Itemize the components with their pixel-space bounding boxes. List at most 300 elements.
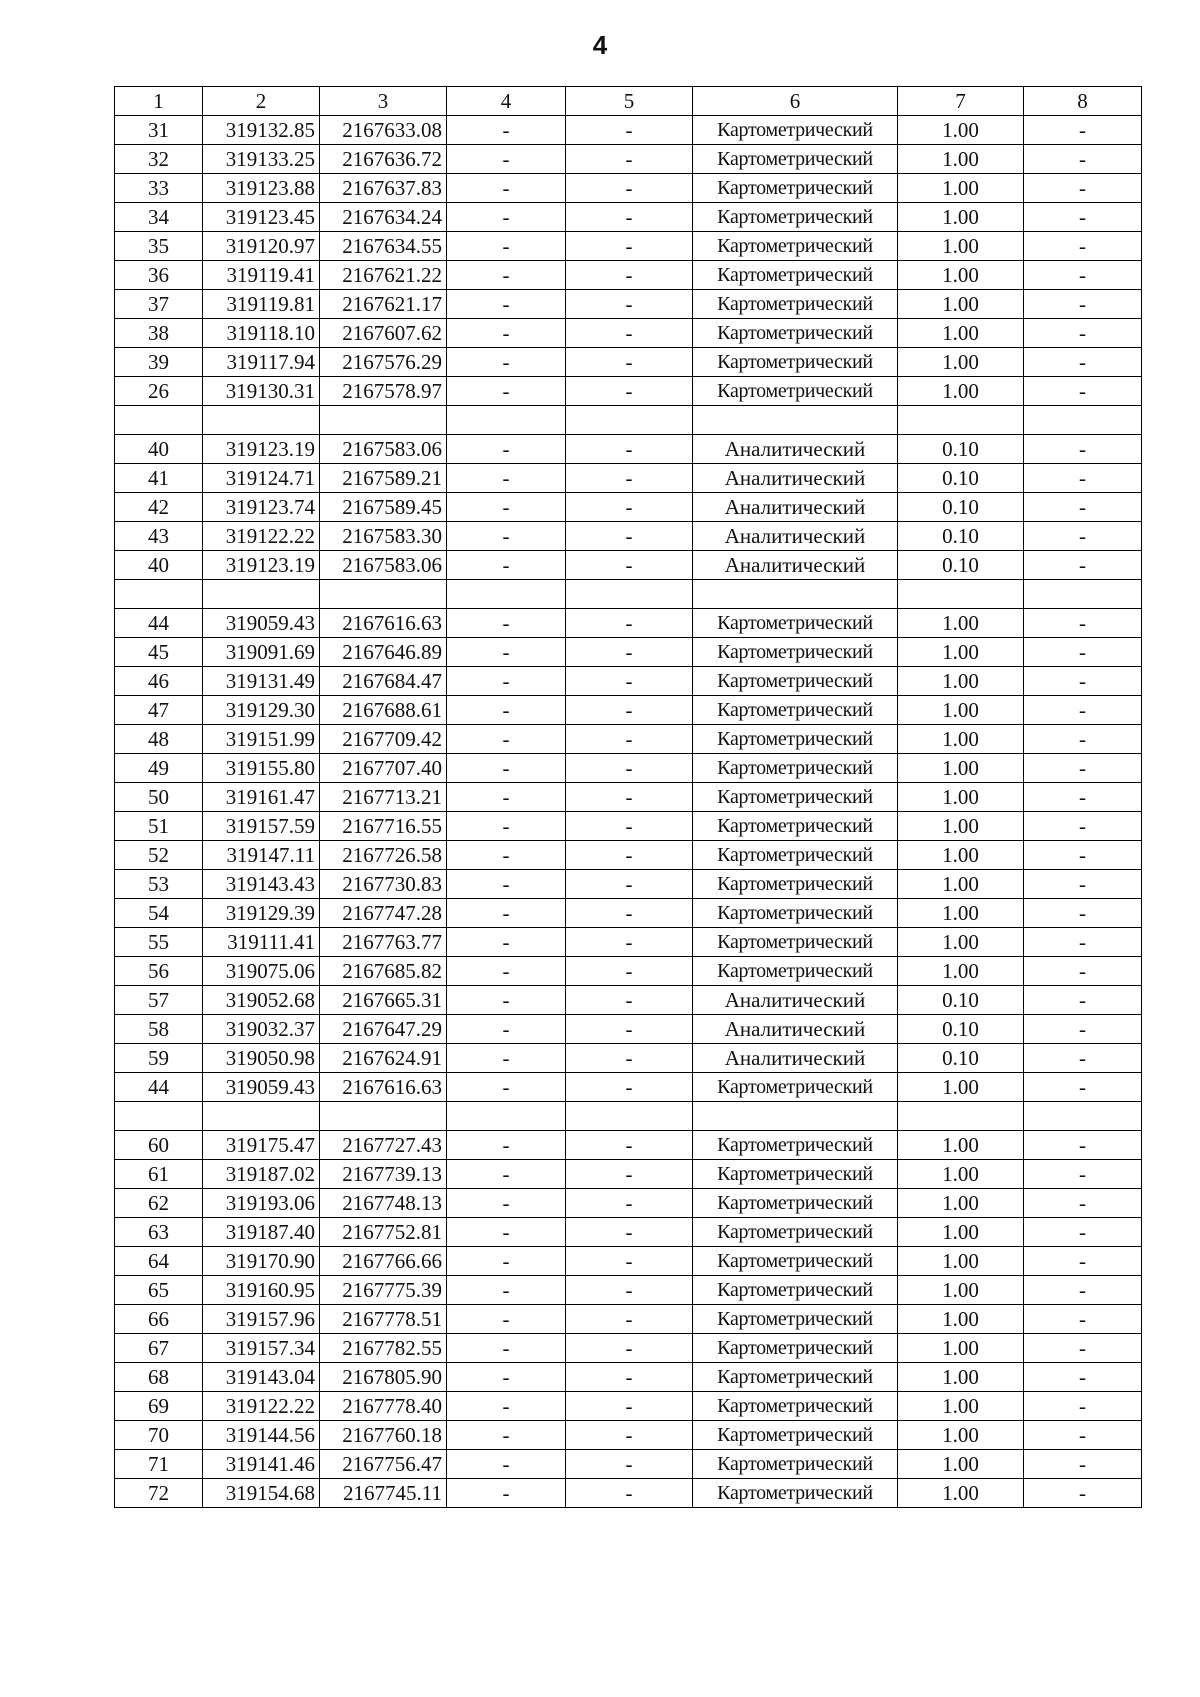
col-5-cell: - [566, 1450, 693, 1479]
col-4-cell: - [447, 1015, 566, 1044]
coord-x-cell: 319193.06 [203, 1189, 320, 1218]
table-separator-row [115, 1102, 1142, 1131]
col-8-cell: - [1024, 116, 1142, 145]
table-row [115, 1218, 1142, 1247]
table-row [115, 1334, 1142, 1363]
table-row [115, 725, 1142, 754]
header-cell: 2 [203, 87, 320, 116]
accuracy-cell: 1.00 [898, 377, 1024, 406]
point-number-cell: 44 [115, 609, 203, 638]
method-cell: Картометрический [693, 1073, 898, 1102]
col-4-cell: - [447, 841, 566, 870]
point-number-cell [115, 1102, 203, 1131]
point-number-cell: 61 [115, 1160, 203, 1189]
col-4-cell: - [447, 957, 566, 986]
col-8-cell: - [1024, 1218, 1142, 1247]
coord-y-cell [320, 406, 447, 435]
col-8-cell: - [1024, 1247, 1142, 1276]
coord-y-cell: 2167578.97 [320, 377, 447, 406]
coord-y-cell: 2167684.47 [320, 667, 447, 696]
col-5-cell: - [566, 290, 693, 319]
point-number-cell: 40 [115, 435, 203, 464]
accuracy-cell: 0.10 [898, 1044, 1024, 1073]
table-row [115, 522, 1142, 551]
point-number-cell: 39 [115, 348, 203, 377]
col-5-cell [566, 1102, 693, 1131]
accuracy-cell: 1.00 [898, 319, 1024, 348]
method-cell: Картометрический [693, 1189, 898, 1218]
coord-y-cell: 2167739.13 [320, 1160, 447, 1189]
coord-x-cell: 319123.19 [203, 435, 320, 464]
accuracy-cell: 1.00 [898, 667, 1024, 696]
col-8-cell: - [1024, 1015, 1142, 1044]
col-8-cell: - [1024, 1450, 1142, 1479]
table-row [115, 1305, 1142, 1334]
coord-y-cell: 2167756.47 [320, 1450, 447, 1479]
coord-x-cell: 319123.74 [203, 493, 320, 522]
accuracy-cell: 1.00 [898, 899, 1024, 928]
point-number-cell: 42 [115, 493, 203, 522]
coord-x-cell: 319075.06 [203, 957, 320, 986]
col-8-cell: - [1024, 261, 1142, 290]
col-8-cell: - [1024, 1479, 1142, 1508]
col-5-cell: - [566, 1334, 693, 1363]
accuracy-cell: 1.00 [898, 783, 1024, 812]
col-4-cell: - [447, 725, 566, 754]
col-5-cell: - [566, 1189, 693, 1218]
col-5-cell: - [566, 1073, 693, 1102]
col-4-cell: - [447, 1189, 566, 1218]
col-8-cell: - [1024, 841, 1142, 870]
col-5-cell: - [566, 1276, 693, 1305]
header-cell: 4 [447, 87, 566, 116]
point-number-cell: 36 [115, 261, 203, 290]
col-4-cell: - [447, 377, 566, 406]
col-4-cell: - [447, 899, 566, 928]
col-5-cell: - [566, 348, 693, 377]
coord-y-cell: 2167745.11 [320, 1479, 447, 1508]
col-8-cell: - [1024, 522, 1142, 551]
coord-x-cell [203, 580, 320, 609]
col-4-cell: - [447, 1218, 566, 1247]
accuracy-cell: 1.00 [898, 638, 1024, 667]
coord-x-cell: 319155.80 [203, 754, 320, 783]
col-5-cell: - [566, 1479, 693, 1508]
col-8-cell: - [1024, 725, 1142, 754]
point-number-cell: 38 [115, 319, 203, 348]
coord-x-cell: 319059.43 [203, 1073, 320, 1102]
accuracy-cell: 1.00 [898, 928, 1024, 957]
col-5-cell: - [566, 1015, 693, 1044]
col-5-cell: - [566, 870, 693, 899]
method-cell: Картометрический [693, 377, 898, 406]
col-4-cell: - [447, 1073, 566, 1102]
col-5-cell: - [566, 1305, 693, 1334]
accuracy-cell: 1.00 [898, 116, 1024, 145]
table-row [115, 1015, 1142, 1044]
table-row [115, 551, 1142, 580]
col-8-cell: - [1024, 754, 1142, 783]
header-cell: 3 [320, 87, 447, 116]
col-4-cell: - [447, 609, 566, 638]
method-cell: Картометрический [693, 754, 898, 783]
method-cell: Картометрический [693, 928, 898, 957]
col-4-cell: - [447, 232, 566, 261]
col-5-cell: - [566, 609, 693, 638]
coord-y-cell: 2167713.21 [320, 783, 447, 812]
col-4-cell: - [447, 290, 566, 319]
method-cell: Картометрический [693, 1450, 898, 1479]
col-4-cell: - [447, 261, 566, 290]
col-4-cell: - [447, 1392, 566, 1421]
accuracy-cell: 1.00 [898, 870, 1024, 899]
col-8-cell: - [1024, 174, 1142, 203]
col-4-cell: - [447, 1421, 566, 1450]
col-8-cell [1024, 1102, 1142, 1131]
point-number-cell: 35 [115, 232, 203, 261]
coord-x-cell [203, 406, 320, 435]
accuracy-cell: 1.00 [898, 290, 1024, 319]
method-cell: Картометрический [693, 319, 898, 348]
method-cell: Картометрический [693, 290, 898, 319]
table-row [115, 348, 1142, 377]
table-header-row [115, 87, 1142, 116]
col-8-cell: - [1024, 290, 1142, 319]
coord-y-cell: 2167730.83 [320, 870, 447, 899]
point-number-cell: 67 [115, 1334, 203, 1363]
coord-y-cell: 2167616.63 [320, 1073, 447, 1102]
col-5-cell: - [566, 725, 693, 754]
coord-x-cell: 319170.90 [203, 1247, 320, 1276]
table-row [115, 841, 1142, 870]
col-5-cell: - [566, 377, 693, 406]
table-row [115, 1363, 1142, 1392]
col-8-cell: - [1024, 1305, 1142, 1334]
col-4-cell: - [447, 754, 566, 783]
method-cell: Картометрический [693, 232, 898, 261]
col-5-cell: - [566, 696, 693, 725]
accuracy-cell: 1.00 [898, 1421, 1024, 1450]
col-5-cell: - [566, 435, 693, 464]
coord-x-cell: 319123.19 [203, 551, 320, 580]
col-4-cell [447, 1102, 566, 1131]
coord-y-cell: 2167637.83 [320, 174, 447, 203]
coord-y-cell: 2167716.55 [320, 812, 447, 841]
col-4-cell: - [447, 1334, 566, 1363]
table-row [115, 1131, 1142, 1160]
point-number-cell: 66 [115, 1305, 203, 1334]
accuracy-cell: 1.00 [898, 145, 1024, 174]
coord-x-cell: 319132.85 [203, 116, 320, 145]
method-cell: Картометрический [693, 1479, 898, 1508]
coord-x-cell: 319143.04 [203, 1363, 320, 1392]
col-8-cell: - [1024, 783, 1142, 812]
header-cell: 5 [566, 87, 693, 116]
point-number-cell: 43 [115, 522, 203, 551]
col-5-cell: - [566, 174, 693, 203]
table-row [115, 319, 1142, 348]
coord-y-cell [320, 1102, 447, 1131]
col-5-cell: - [566, 667, 693, 696]
col-5-cell: - [566, 522, 693, 551]
accuracy-cell: 1.00 [898, 1450, 1024, 1479]
point-number-cell: 33 [115, 174, 203, 203]
col-5-cell: - [566, 116, 693, 145]
table-row [115, 783, 1142, 812]
coord-x-cell: 319091.69 [203, 638, 320, 667]
col-8-cell: - [1024, 638, 1142, 667]
col-8-cell: - [1024, 609, 1142, 638]
col-4-cell: - [447, 319, 566, 348]
coord-x-cell: 319111.41 [203, 928, 320, 957]
col-5-cell [566, 406, 693, 435]
coord-x-cell: 319123.45 [203, 203, 320, 232]
col-4-cell [447, 580, 566, 609]
col-8-cell [1024, 580, 1142, 609]
point-number-cell: 57 [115, 986, 203, 1015]
accuracy-cell: 0.10 [898, 435, 1024, 464]
method-cell: Картометрический [693, 203, 898, 232]
point-number-cell: 48 [115, 725, 203, 754]
col-8-cell: - [1024, 812, 1142, 841]
coord-y-cell: 2167646.89 [320, 638, 447, 667]
coord-x-cell: 319157.96 [203, 1305, 320, 1334]
col-5-cell: - [566, 1160, 693, 1189]
col-4-cell: - [447, 464, 566, 493]
accuracy-cell: 1.00 [898, 725, 1024, 754]
point-number-cell: 40 [115, 551, 203, 580]
col-4-cell: - [447, 812, 566, 841]
point-number-cell: 54 [115, 899, 203, 928]
coord-y-cell: 2167782.55 [320, 1334, 447, 1363]
point-number-cell: 65 [115, 1276, 203, 1305]
table-row [115, 638, 1142, 667]
method-cell: Картометрический [693, 609, 898, 638]
point-number-cell: 47 [115, 696, 203, 725]
coord-x-cell: 319130.31 [203, 377, 320, 406]
table-row [115, 1392, 1142, 1421]
col-5-cell: - [566, 319, 693, 348]
accuracy-cell: 1.00 [898, 1334, 1024, 1363]
accuracy-cell: 0.10 [898, 1015, 1024, 1044]
coord-y-cell: 2167634.55 [320, 232, 447, 261]
col-8-cell: - [1024, 1363, 1142, 1392]
accuracy-cell: 1.00 [898, 1218, 1024, 1247]
coord-y-cell: 2167685.82 [320, 957, 447, 986]
accuracy-cell: 1.00 [898, 812, 1024, 841]
coord-x-cell: 319187.40 [203, 1218, 320, 1247]
coord-y-cell: 2167583.30 [320, 522, 447, 551]
col-4-cell: - [447, 1305, 566, 1334]
point-number-cell: 37 [115, 290, 203, 319]
accuracy-cell: 1.00 [898, 232, 1024, 261]
col-8-cell: - [1024, 986, 1142, 1015]
coord-y-cell: 2167707.40 [320, 754, 447, 783]
coord-y-cell: 2167633.08 [320, 116, 447, 145]
col-8-cell: - [1024, 1334, 1142, 1363]
col-8-cell: - [1024, 1421, 1142, 1450]
table-row [115, 435, 1142, 464]
col-5-cell: - [566, 261, 693, 290]
method-cell: Картометрический [693, 1218, 898, 1247]
table-row [115, 1073, 1142, 1102]
coord-y-cell: 2167621.17 [320, 290, 447, 319]
col-5-cell: - [566, 203, 693, 232]
coord-x-cell: 319122.22 [203, 522, 320, 551]
method-cell: Картометрический [693, 1305, 898, 1334]
method-cell: Аналитический [693, 1044, 898, 1073]
coord-x-cell: 319059.43 [203, 609, 320, 638]
col-4-cell: - [447, 1276, 566, 1305]
accuracy-cell: 1.00 [898, 1160, 1024, 1189]
col-8-cell: - [1024, 1276, 1142, 1305]
col-5-cell: - [566, 899, 693, 928]
method-cell: Аналитический [693, 1015, 898, 1044]
col-8-cell: - [1024, 551, 1142, 580]
method-cell: Картометрический [693, 667, 898, 696]
col-8-cell: - [1024, 1392, 1142, 1421]
accuracy-cell: 1.00 [898, 1131, 1024, 1160]
col-4-cell: - [447, 116, 566, 145]
col-5-cell: - [566, 464, 693, 493]
method-cell: Картометрический [693, 1160, 898, 1189]
table-row [115, 928, 1142, 957]
table-row [115, 1421, 1142, 1450]
accuracy-cell: 1.00 [898, 609, 1024, 638]
col-5-cell: - [566, 551, 693, 580]
col-4-cell: - [447, 1479, 566, 1508]
method-cell: Картометрический [693, 783, 898, 812]
coord-y-cell: 2167727.43 [320, 1131, 447, 1160]
accuracy-cell: 1.00 [898, 174, 1024, 203]
coord-y-cell: 2167583.06 [320, 551, 447, 580]
coord-y-cell: 2167583.06 [320, 435, 447, 464]
coord-x-cell: 319141.46 [203, 1450, 320, 1479]
point-number-cell: 70 [115, 1421, 203, 1450]
coord-x-cell: 319154.68 [203, 1479, 320, 1508]
col-5-cell: - [566, 1247, 693, 1276]
accuracy-cell [898, 406, 1024, 435]
col-5-cell: - [566, 1421, 693, 1450]
point-number-cell: 50 [115, 783, 203, 812]
coord-y-cell: 2167607.62 [320, 319, 447, 348]
table-row [115, 1479, 1142, 1508]
accuracy-cell: 1.00 [898, 1189, 1024, 1218]
col-4-cell: - [447, 1131, 566, 1160]
point-number-cell: 49 [115, 754, 203, 783]
coord-x-cell: 319120.97 [203, 232, 320, 261]
method-cell: Картометрический [693, 1131, 898, 1160]
table-row [115, 290, 1142, 319]
accuracy-cell [898, 580, 1024, 609]
method-cell: Картометрический [693, 348, 898, 377]
point-number-cell: 55 [115, 928, 203, 957]
point-number-cell: 41 [115, 464, 203, 493]
col-4-cell: - [447, 1044, 566, 1073]
point-number-cell: 69 [115, 1392, 203, 1421]
point-number-cell: 62 [115, 1189, 203, 1218]
accuracy-cell: 1.00 [898, 957, 1024, 986]
accuracy-cell: 1.00 [898, 203, 1024, 232]
col-5-cell: - [566, 754, 693, 783]
point-number-cell: 63 [115, 1218, 203, 1247]
accuracy-cell: 1.00 [898, 1073, 1024, 1102]
col-4-cell: - [447, 145, 566, 174]
table-row [115, 203, 1142, 232]
table-row [115, 957, 1142, 986]
point-number-cell: 45 [115, 638, 203, 667]
coord-y-cell: 2167748.13 [320, 1189, 447, 1218]
coord-x-cell: 319160.95 [203, 1276, 320, 1305]
coord-x-cell: 319144.56 [203, 1421, 320, 1450]
col-8-cell: - [1024, 1044, 1142, 1073]
coord-x-cell: 319147.11 [203, 841, 320, 870]
method-cell: Аналитический [693, 435, 898, 464]
accuracy-cell: 0.10 [898, 986, 1024, 1015]
table-row [115, 1276, 1142, 1305]
accuracy-cell: 1.00 [898, 1305, 1024, 1334]
col-4-cell: - [447, 667, 566, 696]
col-5-cell: - [566, 1044, 693, 1073]
col-5-cell: - [566, 783, 693, 812]
coord-x-cell: 319117.94 [203, 348, 320, 377]
accuracy-cell: 1.00 [898, 696, 1024, 725]
table-row [115, 812, 1142, 841]
col-8-cell: - [1024, 377, 1142, 406]
header-cell: 1 [115, 87, 203, 116]
coord-x-cell: 319187.02 [203, 1160, 320, 1189]
col-5-cell: - [566, 841, 693, 870]
coord-x-cell: 319032.37 [203, 1015, 320, 1044]
table-row [115, 986, 1142, 1015]
col-8-cell: - [1024, 1189, 1142, 1218]
table-row [115, 754, 1142, 783]
col-5-cell: - [566, 812, 693, 841]
point-number-cell: 51 [115, 812, 203, 841]
method-cell: Картометрический [693, 638, 898, 667]
col-4-cell: - [447, 435, 566, 464]
coord-x-cell: 319122.22 [203, 1392, 320, 1421]
col-5-cell: - [566, 986, 693, 1015]
method-cell: Картометрический [693, 1247, 898, 1276]
point-number-cell: 52 [115, 841, 203, 870]
col-4-cell: - [447, 1247, 566, 1276]
point-number-cell [115, 580, 203, 609]
col-8-cell: - [1024, 928, 1142, 957]
accuracy-cell: 0.10 [898, 551, 1024, 580]
col-4-cell: - [447, 348, 566, 377]
coord-y-cell: 2167665.31 [320, 986, 447, 1015]
point-number-cell: 64 [115, 1247, 203, 1276]
col-4-cell: - [447, 870, 566, 899]
coord-y-cell: 2167647.29 [320, 1015, 447, 1044]
accuracy-cell: 1.00 [898, 754, 1024, 783]
accuracy-cell: 1.00 [898, 261, 1024, 290]
point-number-cell [115, 406, 203, 435]
point-number-cell: 72 [115, 1479, 203, 1508]
header-cell: 8 [1024, 87, 1142, 116]
table-row [115, 1044, 1142, 1073]
table-row [115, 696, 1142, 725]
col-8-cell: - [1024, 493, 1142, 522]
coord-y-cell: 2167589.45 [320, 493, 447, 522]
table-row [115, 232, 1142, 261]
point-number-cell: 34 [115, 203, 203, 232]
col-8-cell: - [1024, 348, 1142, 377]
point-number-cell: 26 [115, 377, 203, 406]
accuracy-cell: 0.10 [898, 464, 1024, 493]
col-4-cell: - [447, 696, 566, 725]
